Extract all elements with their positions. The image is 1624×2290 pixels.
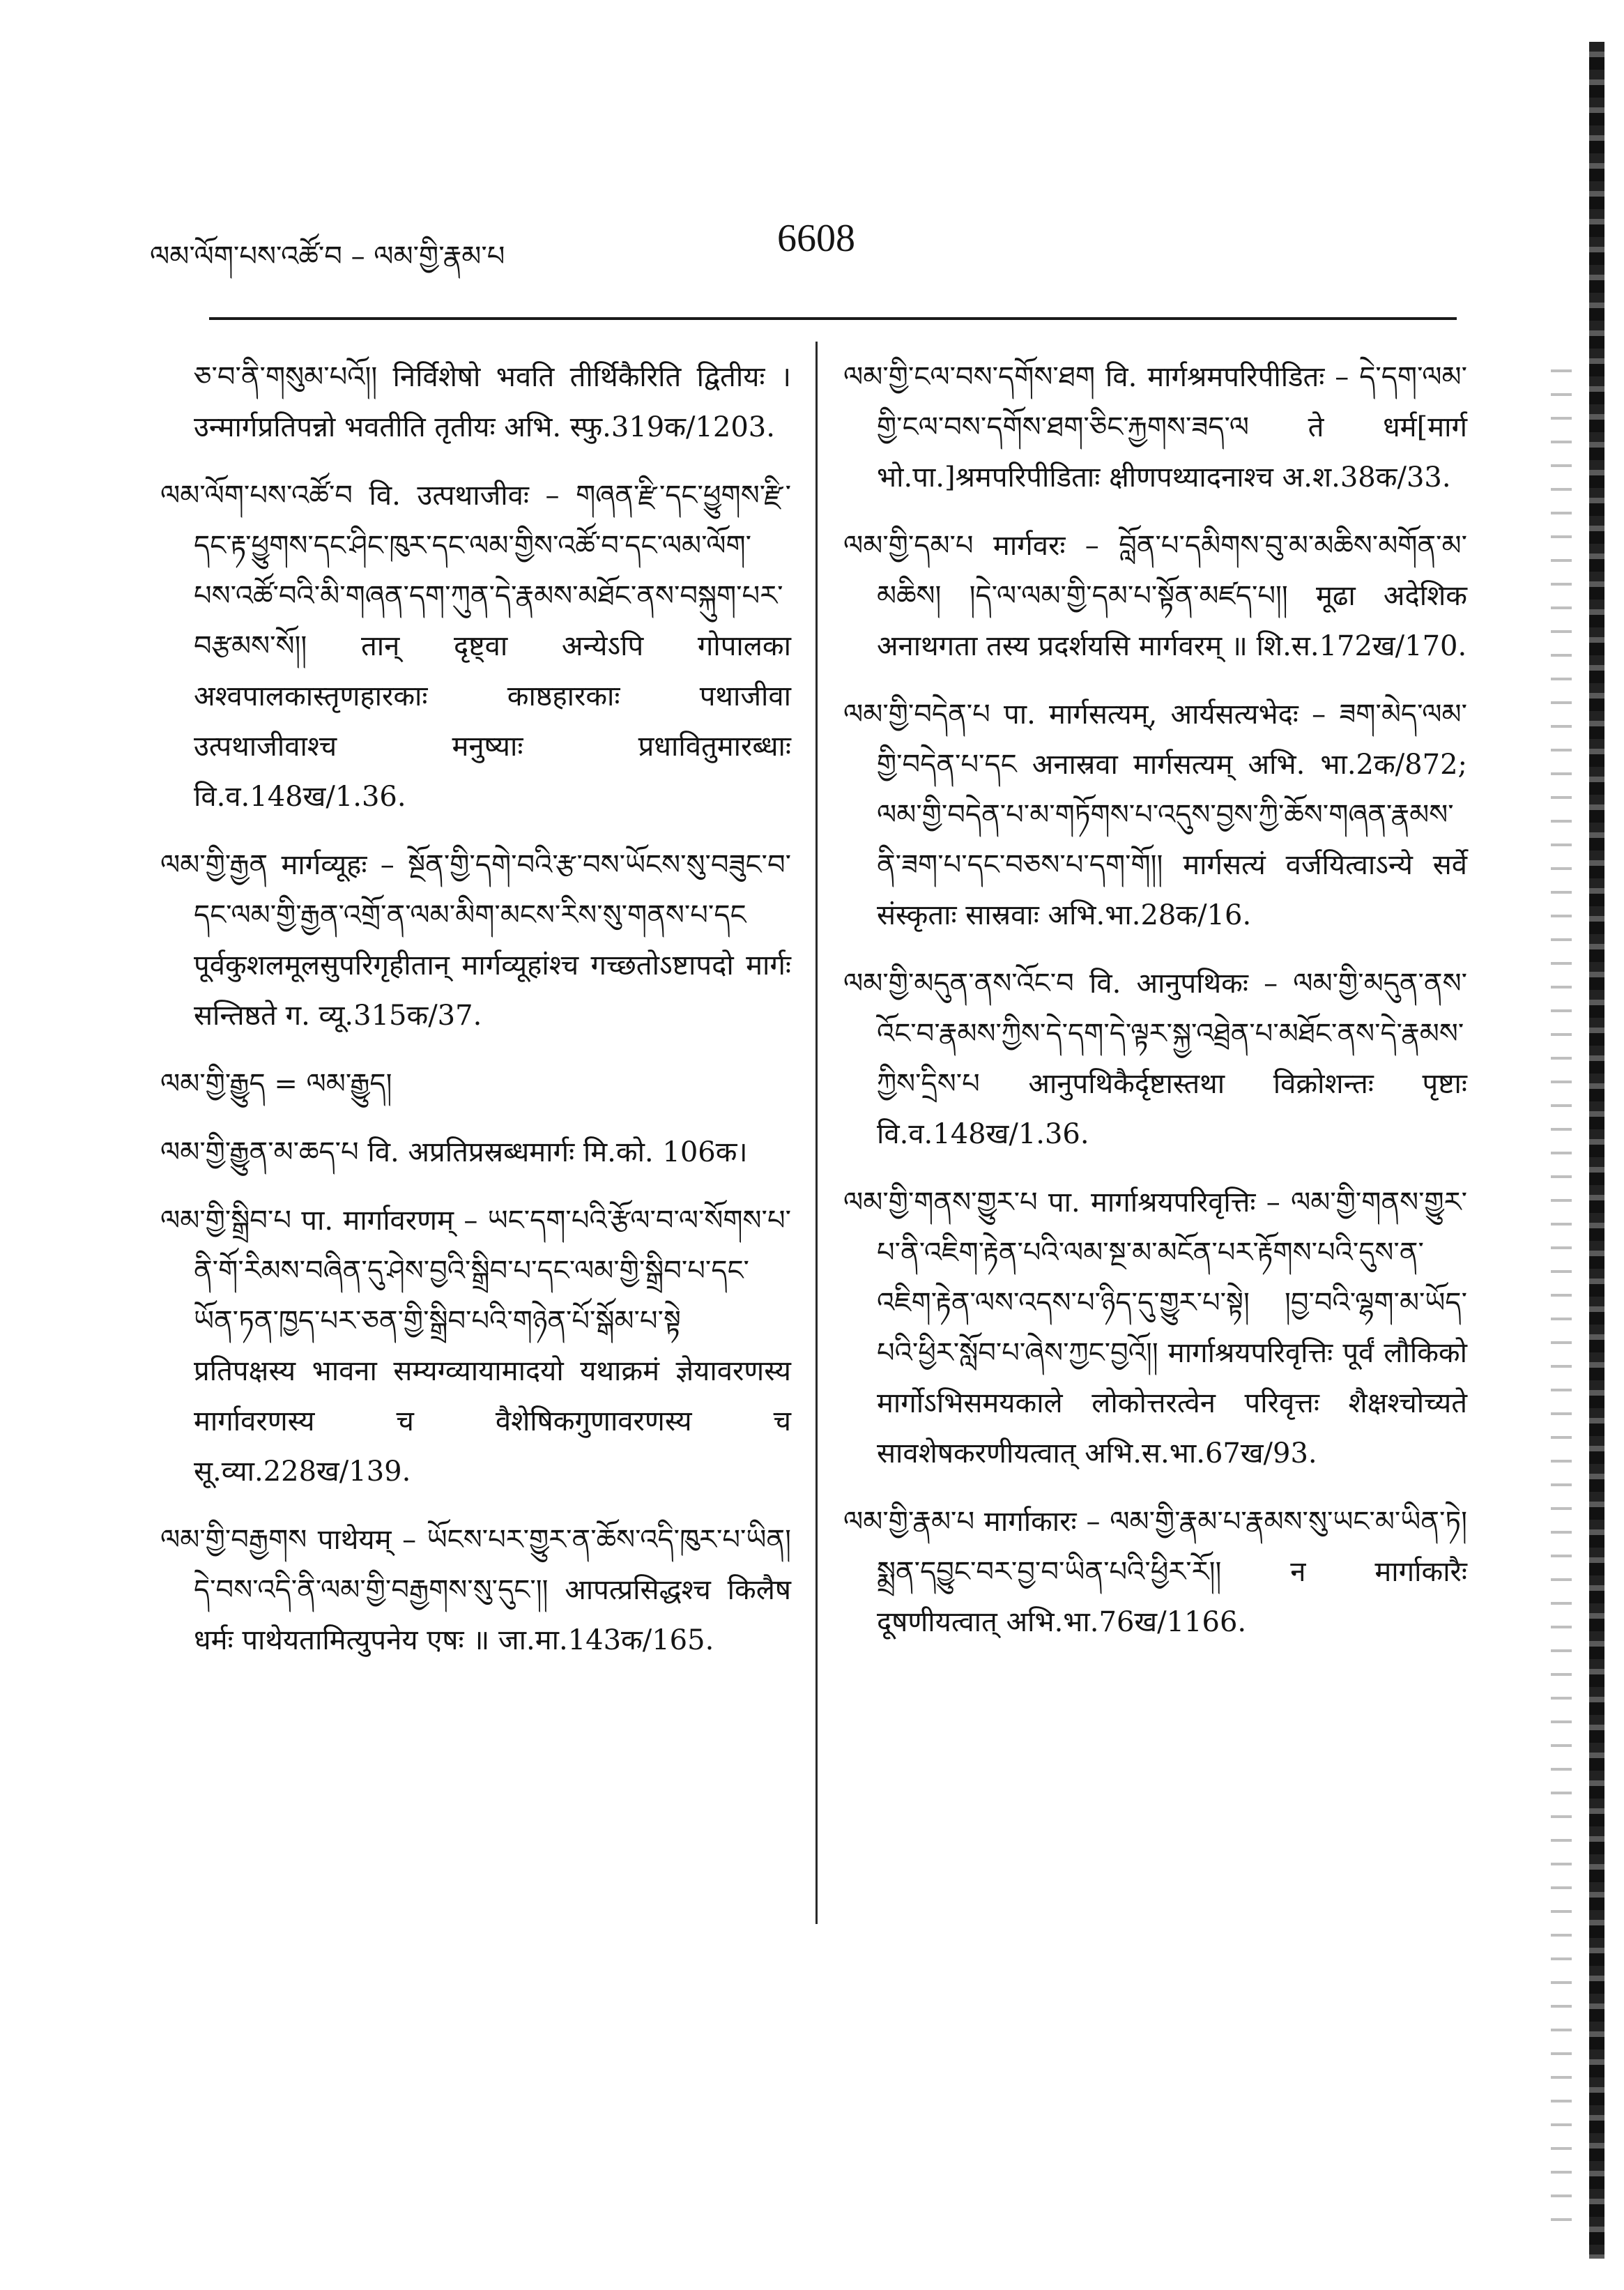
dictionary-entry: ལམ་གྱི་མདུན་ནས་འོང་བ वि. आनुपथिकः – ལམ་གྱི་མདུན་ནས་འོང་བ་རྣམས་ཀྱིས་དེ་དག་དེ་ལྟར་སྐྱ་འཐྲེན་པ་མཐོང་ནས་དེ་རྣམས་ཀྱིས་དྲིས་པ आनुपथिकैर्दृष्टास्तथा विक्रोशन्तः पृष्टाः वि.व.148ख/1.36. <box>843 968 1467 1150</box>
dictionary-entry: ལམ་གྱི་ངལ་བས་དགོས་ཐག वि. मार्गश्रमपरिपीडितः – དེ་དག་ལམ་གྱི་ངལ་བས་དགོས་ཐག་ཅིང་རྐྱགས་ཟད་ལ ते धर्म[मार्ग भो.पा.]श्रमपरिपीडिताः क्षीणपथ्यादनाश्च अ.श.38क/33. <box>843 361 1467 494</box>
scan-edge-strip <box>1589 42 1604 2259</box>
running-header: ལམ་ལོག་པས་འཚོ་བ – ལམ་གྱི་རྣམ་པ <box>150 241 505 273</box>
column-divider <box>815 342 818 1924</box>
dictionary-entry: ལམ་གྱི་བརྒྱགས पाथेयम् – ཡོངས་པར་གྱུར་ན་ཆོས་འདི་ཁུར་པ་ཡིན། དེ་བས་འདི་ནི་ལམ་གྱི་བརྒྱགས་སུ་དུང་།། आपत्प्रसिद्धश्च किलैष धर्मः पाथेयतामित्युपनेय एषः ॥ जा.मा.143क/165. <box>160 1524 791 1656</box>
dictionary-entry: ལམ་གྱི་སྒྲིབ་པ पा. मार्गावरणम् – ཡང་དག་པའི་རྩོལ་བ་ལ་སོགས་པ་ནི་གོ་རིམས་བཞིན་དུ་ཤེས་བྱའི་སྒྲིབ་པ་དང་ལམ་གྱི་སྒྲིབ་པ་དང་ཡོན་ཏན་ཁྱད་པར་ཅན་གྱི་སྒྲིབ་པའི་གཉེན་པོ་སྒོམ་པ་སྟེ प्रतिपक्षस्य भावना सम्यग्व्यायामादयो यथाक्रमं ज्ञेयावरणस्य मार्गावरणस्य च वैशेषिकगुणावरणस्य च सू.व्या.228ख/139. <box>160 1205 791 1488</box>
dictionary-entry: ལམ་གྱི་དམ་པ मार्गवरः – བློན་པ་དམིགས་བུ་མ་མཆིས་མགོན་མ་མཆིས། །དེ་ལ་ལམ་གྱི་དམ་པ་སྟོན་མཛད་པ།། मूढा अदेशिक अनाथगता तस्य प्रदर्शयसि मार्गवरम् ॥ शि.स.172ख/170. <box>843 530 1467 662</box>
left-column <box>160 352 791 1684</box>
scan-edge-noise <box>1551 349 1572 2231</box>
dictionary-entry: ལམ་ལོག་པས་འཚོ་བ वि. उत्पथाजीवः – གཞན་རྫི་དང་ཕྱུགས་རྫི་དང་རྟ་ཕྱུགས་དང་ཤིང་ཁུར་དང་ལམ་གྱིས་འཚོ་བ་དང་ལམ་ལོག་པས་འཚོ་བའི་མི་གཞན་དག་ཀུན་དེ་རྣམས་མཐོང་ནས་བསྐུག་པར་བརྩམས་སོ།། तान् दृष्ट्वा अन्येऽपि गोपालका अश्वपालकास्तृणहारकाः काष्ठहारकाः पथाजीवा उत्पथाजीवाश्च मनुष्याः प्रधावितुमारब्धाः वि.व.148ख/1.36. <box>160 480 791 813</box>
dictionary-entry: ལམ་གྱི་བདེན་པ पा. मार्गसत्यम्, आर्यसत्यभेदः – ཟག་མེད་ལམ་གྱི་བདེན་པ་དང अनास्रवा मार्गसत्यम् अभि. भा.2क/872; ལམ་གྱི་བདེན་པ་མ་གཏོགས་པ་འདུས་བྱས་ཀྱི་ཆོས་གཞན་རྣམས་ནི་ཟག་པ་དང་བཅས་པ་དག་གོ།། मार्गसत्यं वर्जयित्वाऽन्ये सर्वे संस्कृताः सास्रवाः अभि.भा.28क/16. <box>843 699 1467 931</box>
dictionary-entry: ལམ་གྱི་རྒྱུན་མ་ཆད་པ वि. अप्रतिप्रस्रब्धमार्गः मि.को. 106क। <box>160 1136 748 1168</box>
dictionary-entry: ལམ་གྱི་གནས་གྱུར་པ पा. मार्गाश्रयपरिवृत्तिः – ལམ་གྱི་གནས་གྱུར་པ་ནི་འཇིག་རྟེན་པའི་ལམ་སྔ་མ་མངོན་པར་རྟོགས་པའི་དུས་ན་འཇིག་རྟེན་ལས་འདས་པ་ཉིད་དུ་གྱུར་པ་སྟེ། །བྱ་བའི་ལྷག་མ་ཡོད་པའི་ཕྱིར་སློབ་པ་ཞེས་ཀྱང་བྱའོ།། मार्गाश्रयपरिवृत्तिः पूर्वं लौकिको मार्गोऽभिसमयकाले लोकोत्तरत्वेन परिवृत्तः शैक्षश्चोच्यते सावशेषकरणीयत्वात् अभि.स.भा.67ख/93. <box>843 1186 1467 1470</box>
dictionary-entry: ལམ་གྱི་རྒྱུད = ལམ་རྒྱུད། <box>160 1068 392 1100</box>
entry-continuation: ཅ་བ་ནི་གསུམ་པའོ།། निर्विशेषो भवति तीर्थिकैरिति द्वितीयः । उन्मार्गप्रतिपन्नो भवतीति तृतीयः अभि. स्फु.319क/1203. <box>194 361 791 443</box>
header-rule <box>209 317 1457 320</box>
dictionary-entry: ལམ་གྱི་རྣམ་པ मार्गाकारः – ལམ་གྱི་རྣམ་པ་རྣམས་སུ་ཡང་མ་ཡིན་ཏེ། སྨྲན་དབྱུང་བར་བྱ་བ་ཡིན་པའི་ཕྱིར་རོ།། न मार्गाकारैः दूषणीयत्वात् अभि.भा.76ख/1166. <box>843 1506 1467 1638</box>
dictionary-entry: ལམ་གྱི་རྒྱན मार्गव्यूहः – སྔོན་གྱི་དགེ་བའི་རྩ་བས་ཡོངས་སུ་བཟུང་བ་དང་ལམ་གྱི་རྒྱན་འགྲོ་ན་ལམ་མིག་མངས་རིས་སུ་གནས་པ་དང पूर्वकुशलमूलसुपरिगृहीतान् मार्गव्यूहांश्च गच्छतोऽष्टापदो मार्गः सन्तिष्ठते ग. व्यू.315क/37. <box>160 849 791 1032</box>
page-number: 6608 <box>777 217 855 260</box>
right-column <box>843 352 1467 1665</box>
